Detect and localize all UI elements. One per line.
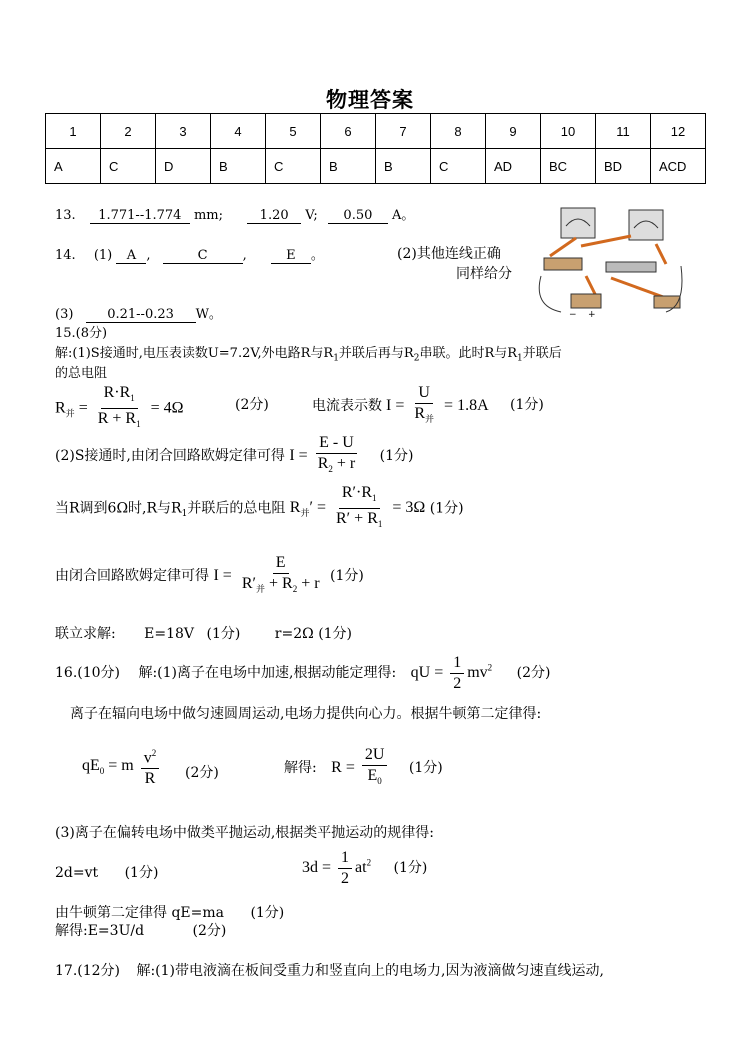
q16-header: 16.(10分) — [55, 665, 121, 682]
q15-step2-points: (1分) — [379, 447, 414, 464]
q14-answer-c: E — [271, 248, 311, 264]
q16-line1-text: 解:(1)离子在电场中加速,根据动能定理得: — [138, 665, 397, 682]
q13-unit-1: mm; — [193, 208, 224, 223]
q16-line4-text: 由牛顿第二定律得 qE=ma — [55, 905, 224, 921]
table-answer-cell: ACD — [651, 149, 706, 184]
battery-plus: + — [588, 310, 596, 318]
q16-solve-points: (1分) — [408, 759, 443, 776]
switch — [654, 296, 680, 308]
q13-unit-3: A。 — [392, 208, 415, 223]
table-header-cell: 1 — [46, 114, 101, 149]
table-header-cell: 5 — [266, 114, 321, 149]
q16-eq1-text: 2d=vt — [55, 865, 99, 881]
table-header-cell: 9 — [486, 114, 541, 149]
table-header-row — [46, 114, 706, 149]
q16-line1-points: (2分) — [516, 665, 551, 682]
q14-answer-a: A — [116, 248, 146, 264]
q16-line3: (3)离子在偏转电场中做类平抛运动,根据类平抛运动的规律得: — [55, 825, 434, 841]
q15-result — [55, 623, 352, 643]
q17-header: 17.(12分) — [55, 963, 121, 979]
q15-step3-b: 并联后的总电阻 — [187, 500, 286, 517]
q15-line2: 的总电阻 — [55, 366, 108, 381]
q14-part2-a: (2)其他连线正确 — [397, 246, 501, 262]
q16-line5-text: 解得:E=3U/d — [55, 923, 145, 939]
table-answer-cell: B — [211, 149, 266, 184]
q16-solve: 解得: R = $\frac{2U}{E_0}$ (1分) — [284, 746, 443, 787]
circuit-diagram — [536, 206, 686, 318]
table-header-cell: 3 — [156, 114, 211, 149]
table-header-cell: 6 — [321, 114, 376, 149]
q13-unit-2: V; — [305, 208, 318, 223]
voltmeter — [561, 208, 595, 238]
q16-line4-points: (1分) — [250, 905, 285, 921]
table-answer-cell: BC — [541, 149, 596, 184]
ammeter — [629, 210, 663, 240]
q14-part3 — [55, 303, 222, 323]
rheostat — [544, 258, 582, 270]
table-answer-cell: C — [266, 149, 321, 184]
q13-value-1: 1.771--1.774 — [90, 208, 190, 224]
q15-line1-a: 解:(1)S接通时,电压表读数U=7.2V,外电路R与R — [55, 346, 334, 361]
q15-eq-current: 电流表示数 I = $\frac{U}{R_并}$ = 1.8A — [312, 384, 489, 425]
q16-eq-circular: $qE_0 = m$ $\frac{v^2}{R}$ — [82, 743, 162, 789]
q13-value-3: 0.50 — [328, 208, 388, 224]
table-answer-row — [46, 149, 706, 184]
q16-line1: 16.(10分) 解:(1)离子在电场中加速,根据动能定理得: qU = $\frac{1}{2}$ $mv^2$ (2分) — [55, 654, 551, 692]
q13-line — [55, 204, 414, 224]
q15-step4: 由闭合回路欧姆定律可得 I = $\frac{E}{R'_并 + R_2 + r}$ (1分) — [55, 554, 364, 595]
q13-number: 13. — [55, 208, 76, 223]
q15-line1-c: 串联。此时R与R — [419, 346, 518, 361]
q14-part1: (1) — [93, 248, 113, 263]
table-answer-cell: AD — [486, 149, 541, 184]
q15-step4-points: (1分) — [330, 567, 364, 584]
page-title: 物理答案 — [326, 87, 414, 112]
q16-eq-circular-points: (2分) — [185, 765, 219, 781]
q16-solve-label: 解得: — [284, 759, 317, 776]
q13-value-2: 1.20 — [247, 208, 301, 224]
q15-current-label: 电流表示数 — [312, 398, 382, 414]
q15-result-E-points: (1分) — [206, 626, 241, 642]
q14-end: 。 — [310, 248, 324, 263]
table-answer-cell: D — [156, 149, 211, 184]
table-header-cell: 7 — [376, 114, 431, 149]
table-header-cell: 11 — [596, 114, 651, 149]
q16-eq1 — [55, 862, 158, 882]
q16-line2: 离子在辐向电场中做匀速圆周运动,电场力提供向心力。根据牛顿第二定律得: — [70, 706, 542, 722]
table-answer-cell: C — [101, 149, 156, 184]
table-answer-cell: B — [321, 149, 376, 184]
q15-points-a: (2分) — [235, 397, 269, 413]
q15-points-b: (1分) — [510, 397, 544, 413]
q14-number: 14. — [55, 248, 76, 263]
q15-line1: 解:(1)S接通时,电压表读数U=7.2V,外电路R与$R_1$并联后再与$R_2$串联。此时R与$R_1$并联后 — [55, 346, 562, 364]
q16-line5-points: (2分) — [192, 923, 227, 939]
q16-eq2-points: (1分) — [393, 860, 428, 877]
table-answer-cell: A — [46, 149, 101, 184]
q14-answer-b: C — [163, 248, 243, 264]
q15-step2: (2)S接通时,由闭合回路欧姆定律可得 I = $\frac{E - U}{R_2 + r}$ (1分) — [55, 434, 414, 475]
q15-step2-text: (2)S接通时,由闭合回路欧姆定律可得 — [55, 447, 285, 464]
battery — [571, 294, 601, 308]
table-header-cell: 4 — [211, 114, 266, 149]
q14-part3-label: (3) — [55, 307, 74, 322]
q16-eq2: 3d = $\frac{1}{2}$ $at^2$ (1分) — [302, 849, 428, 887]
q15-eq-parallel: $R_并$ = $\frac{R\cdot R_1}{R + R_1}$ = 4Ω — [55, 384, 184, 430]
q15-result-r: r=2Ω — [274, 626, 314, 642]
q17-line1 — [55, 960, 604, 980]
table-header-cell: 10 — [541, 114, 596, 149]
q16-line5 — [55, 920, 226, 940]
q14-line: 14. (1) A , C , E 。 — [55, 248, 324, 263]
table-answer-cell: BD — [596, 149, 651, 184]
q15-result-E: E=18V — [144, 626, 195, 642]
q15-line1-b: 并联后再与R — [338, 346, 414, 361]
q14-part2-b: 同样给分 — [456, 266, 512, 282]
q15-step4-text: 由闭合回路欧姆定律可得 — [55, 567, 209, 584]
q15-header: 15.(8分) — [55, 326, 108, 341]
resistor-box — [606, 262, 656, 272]
q15-line1-d: 并联后 — [522, 346, 562, 361]
table-header-cell: 12 — [651, 114, 706, 149]
q15-step3-points: (1分) — [429, 500, 464, 517]
q15-step3-a: 当R调到6Ω时,R与R — [55, 500, 182, 517]
q15-result-r-points: (1分) — [318, 626, 353, 642]
answer-table — [45, 113, 706, 184]
q16-line4 — [55, 902, 284, 922]
q14-part3-unit: W。 — [195, 307, 222, 322]
table-header-cell: 8 — [431, 114, 486, 149]
q14-part3-value: 0.21--0.23 — [86, 307, 196, 323]
table-answer-cell: C — [431, 149, 486, 184]
q17-line1-text: 解:(1)带电液滴在板间受重力和竖直向上的电场力,因为液滴做匀速直线运动, — [136, 963, 604, 979]
q15-result-label: 联立求解: — [55, 626, 116, 642]
table-answer-cell: B — [376, 149, 431, 184]
battery-minus: − — [569, 310, 577, 318]
q15-step3: 当R调到6Ω时,R与$R_1$并联后的总电阻 $R_并'$ = $\frac{R'\cdot R_1}{R' + R_1}$ = 3Ω (1分) — [55, 484, 464, 530]
table-header-cell: 2 — [101, 114, 156, 149]
q16-eq1-points: (1分) — [124, 865, 159, 881]
